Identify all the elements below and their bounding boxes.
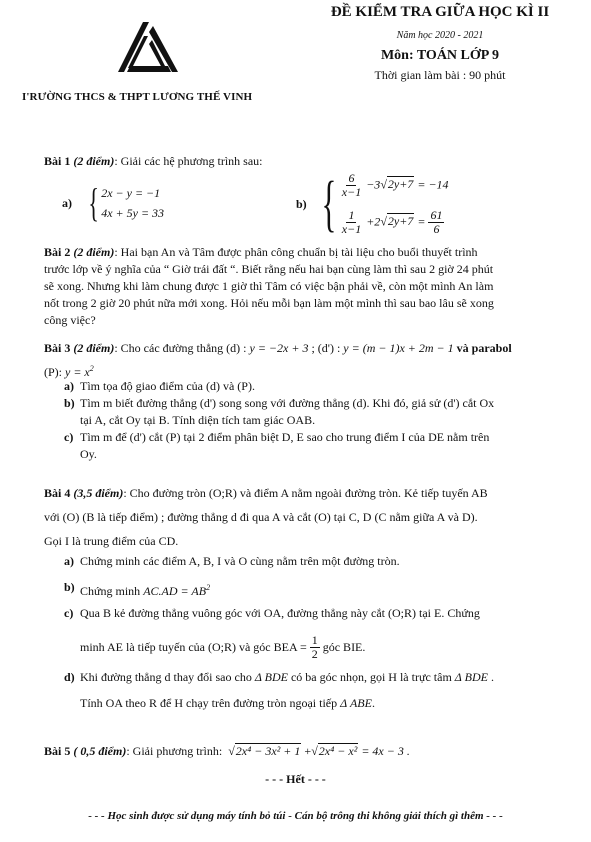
duration: Thời gian làm bài : 90 phút bbox=[374, 68, 506, 82]
bai4-item-c: c) Qua B kẻ đường thẳng vuông góc với OA, đường thẳng này cắt (O;R) tại E. Chứng bbox=[64, 606, 480, 620]
bai2-paragraph: Bài 2 (2 điểm): Hai bạn An và Tâm được phân công chuẩn bị tài liệu cho buổi thuyết trình trước lớp về ý nghĩa của “ Giờ trái đất “. Biết rằng nếu hai bạn cùng làm thì sau 2 giờ 24 phút sẽ xong. Nhưng khi làm chung được 1 giờ thì Tâm có việc bận phải về, còn một mình An làm nốt trong 2 giờ 20 phút nữa mới xong. Hỏi nếu mỗi bạn làm một mình thì sau bao lâu sẽ xong công việc? bbox=[44, 245, 494, 327]
end-mark: - - - Hết - - - bbox=[265, 772, 326, 786]
school-year: Năm học 2020 - 2021 bbox=[396, 30, 484, 41]
school-logo bbox=[118, 22, 180, 78]
bai3-heading: Bài 3 (2 điểm): Cho các đường thẳng (d) : y = −2x + 3 ; (d') : y = (m − 1)x + 2m − 1 và parabol bbox=[44, 341, 512, 355]
bai3-item-a: a) Tìm tọa độ giao điểm của (d) và (P). bbox=[64, 379, 255, 393]
bai4-item-c-line2: minh AE là tiếp tuyến của (O;R) và góc BEA = $\frac{1}{2}$ góc BIE. bbox=[80, 632, 366, 661]
bai4-item-d-line2: Tính OA theo R để H chạy trên đường tròn ngoại tiếp Δ ABE. bbox=[80, 696, 375, 710]
bai4-items bbox=[64, 553, 579, 712]
bai5: Bài 5 ( 0,5 điểm): Giải phương trình: √2x⁴ − 3x² + 1 +√2x⁴ − x² = 4x − 3 . bbox=[44, 744, 410, 758]
bai1-system-b: b) { $\frac{6}{x-1}$ −3√2y+7 = −14 $\frac{1}{x-1}$ +2√2y+7 = $\frac{61}{6}$ bbox=[296, 170, 449, 238]
footer-note: - - - Học sinh được sử dụng máy tính bỏ túi - Cán bộ trông thi không giải thích gì thêm - - - bbox=[88, 810, 503, 822]
bai4-item-b: b) Chứng minh $AC.AD = AB^2$ bbox=[64, 580, 211, 598]
bai3-item-c: c) Tìm m để (d') cắt (P) tại 2 điểm phân biệt D, E sao cho trung điểm I của DE nằm trên Oy. bbox=[64, 430, 490, 461]
bai1-system-a: a) { 2x − y = −1 4x + 5y = 33 bbox=[62, 180, 165, 225]
bai1-heading: Bài 1 (2 điểm): Giải các hệ phương trình sau: bbox=[44, 154, 263, 168]
bai4-item-d: d) Khi đường thẳng d thay đổi sao cho Δ BDE có ba góc nhọn, gọi H là trực tâm Δ BDE . bbox=[64, 670, 494, 684]
bai3-item-b: b) Tìm m biết đường thẳng (d') song song với đường thẳng (d). Khi đó, giả sử (d') cắt Ox tại A, cắt Oy tại B. Tính diện tích tam giác OAB. bbox=[64, 396, 495, 427]
bai3-items bbox=[64, 378, 574, 463]
bai4-item-a: a) Chứng minh các điểm A, B, I và O cùng nằm trên một đường tròn. bbox=[64, 554, 400, 568]
subject: Môn: TOÁN LỚP 9 bbox=[380, 48, 500, 63]
school-name: I'RƯỜNG THCS & THPT LƯƠNG THẾ VINH bbox=[22, 91, 253, 103]
exam-title: ĐỀ KIỂM TRA GIỮA HỌC KÌ II bbox=[330, 4, 550, 20]
bai4-intro: Bài 4 (3,5 điểm): Cho đường tròn (O;R) và điểm A nằm ngoài đường tròn. Kẻ tiếp tuyến AB với (O) (B là tiếp điểm) ; đường thẳng d đi qua A và cắt (O) tại C, D (C nằm giữa A và D). Gọi I là trung điểm của CD. bbox=[44, 486, 488, 548]
bai3-parabol: (P): $y = x^2$ bbox=[44, 364, 94, 379]
